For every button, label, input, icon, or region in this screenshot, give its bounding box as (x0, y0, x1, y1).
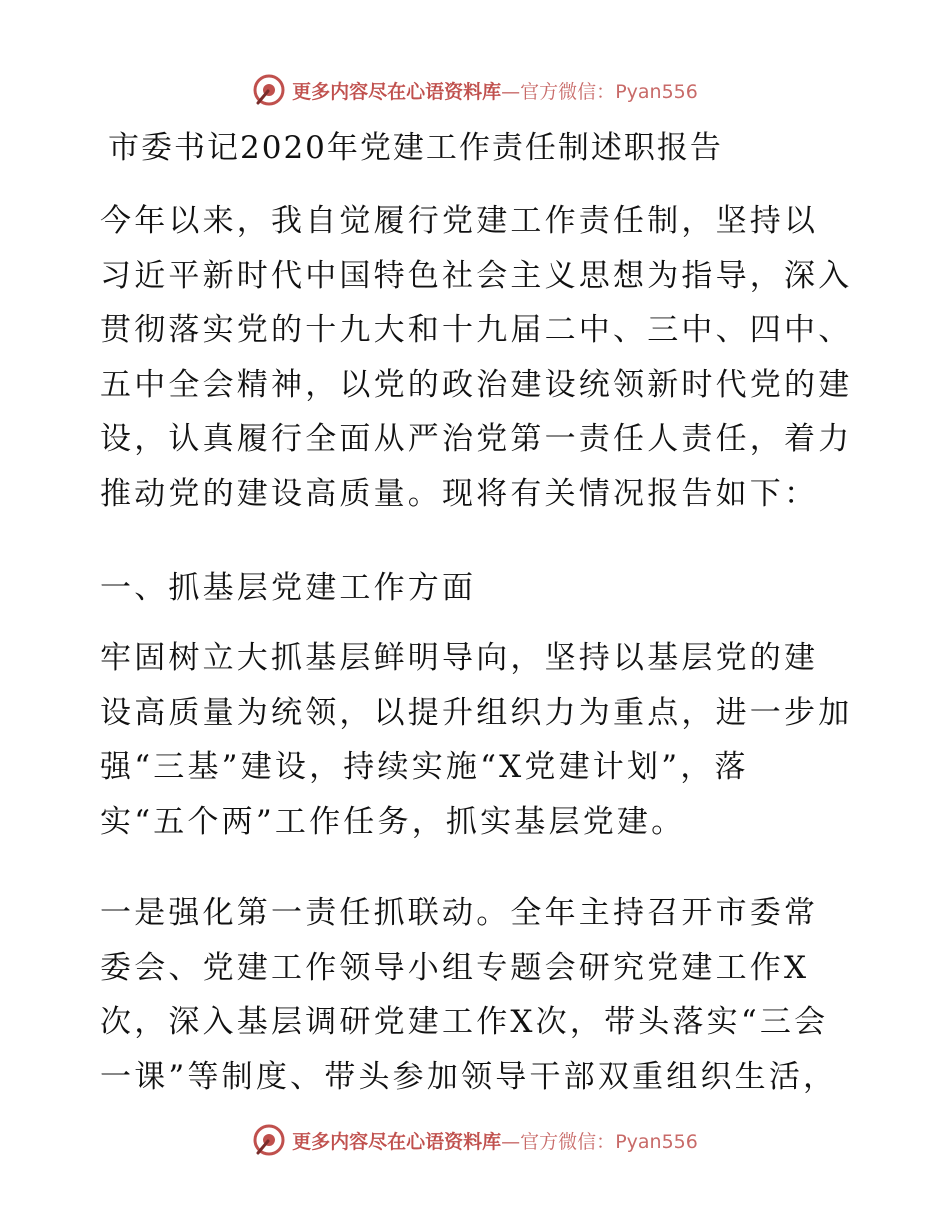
text-line: 次，深入基层调研党建工作X次，带头落实“三会 (100, 1004, 829, 1040)
text-line: 推动党的建设高质量。现将有关情况报告如下： (100, 475, 819, 512)
text-line: 一是强化第一责任抓联动。全年主持召开市委常 (100, 895, 819, 931)
text-line: 强“三基”建设，持续实施“X党建计划”，落 (100, 749, 749, 785)
footer-watermark (0, 1120, 950, 1160)
text-line: 牢固树立大抓基层鲜明导向，坚持以基层党的建 (100, 640, 819, 676)
pen-logo-icon (252, 1123, 286, 1157)
text-line: 今年以来，我自觉履行党建工作责任制，坚持以 (100, 203, 819, 239)
text-line: 五中全会精神，以党的政治建设统领新时代党的建 (100, 366, 853, 403)
text-line: 习近平新时代中国特色社会主义思想为指导，深入 (100, 257, 853, 294)
watermark-text: 更多内容尽在心语资料库—官方微信：Pyan556 (292, 80, 698, 103)
document-title: 市委书记2020年党建工作责任制述职报告 (108, 130, 723, 166)
text-line: 委会、党建工作领导小组专题会研究党建工作X (100, 949, 810, 986)
header-watermark (0, 70, 950, 110)
section-paragraph (100, 631, 860, 849)
text-line: 一、抓基层党建工作方面 (100, 570, 477, 606)
pen-logo-icon (252, 73, 286, 107)
text-line: 一课”等制度、带头参加领导干部双重组织生活， (100, 1058, 838, 1095)
intro-paragraph (100, 194, 860, 521)
text-line: 贯彻落实党的十九大和十九届二中、三中、四中、 (100, 312, 853, 348)
watermark-text: 更多内容尽在心语资料库—官方微信：Pyan556 (292, 1130, 698, 1153)
text-line: 实“五个两”工作任务，抓实基层党建。 (100, 803, 686, 840)
section-heading (100, 561, 860, 616)
point-paragraph (100, 886, 860, 1104)
text-line: 设高质量为统领，以提升组织力为重点，进一步加 (100, 694, 853, 731)
text-line: 设，认真履行全面从严治党第一责任人责任，着力 (100, 421, 853, 457)
